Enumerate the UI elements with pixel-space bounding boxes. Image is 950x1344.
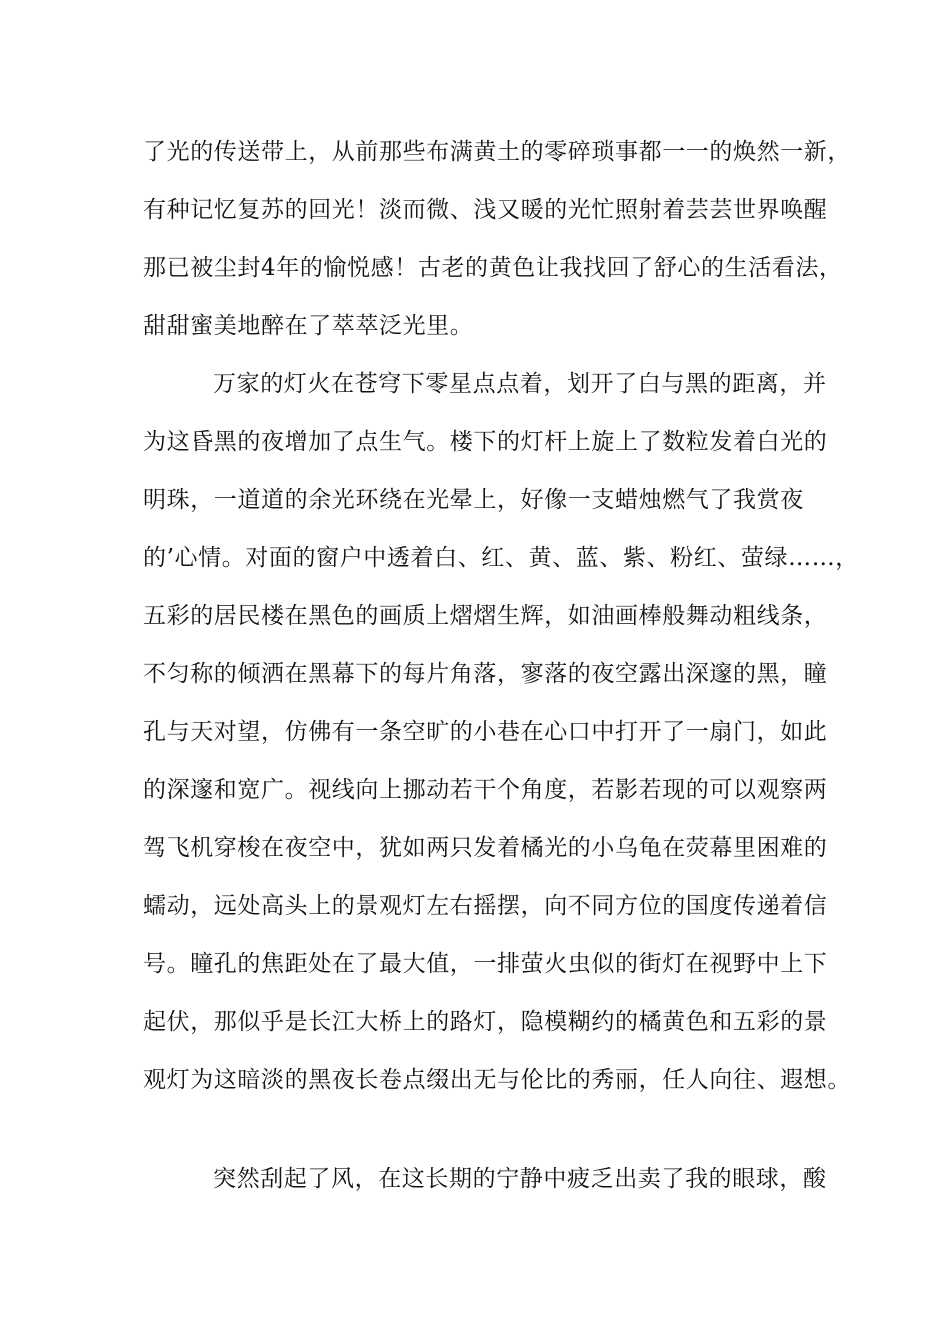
text-line: 万家的灯火在苍穹下零星点点着，划开了白与黑的距离，并	[213, 371, 827, 397]
text-line: 蠕动，远处高头上的景观灯左右摇摆，向不同方位的国度传递着信	[143, 893, 828, 919]
text-line: 为这昏黑的夜增加了点生气。楼下的灯杆上旋上了数粒发着白光的	[143, 429, 828, 455]
text-line: 明珠，一道道的余光环绕在光晕上，好像一支蜡烛燃气了我赏夜	[143, 487, 804, 513]
text-line: 观灯为这暗淡的黑夜长卷点缀出无与伦比的秀丽，任人向往、遐想。	[143, 1067, 851, 1093]
text-line: 起伏，那似乎是长江大桥上的路灯，隐模糊约的橘黄色和五彩的景	[143, 1009, 828, 1035]
text-line: 号。瞳孔的焦距处在了最大值，一排萤火虫似的街灯在视野中上下	[143, 951, 828, 977]
text-line: 的深邃和宽广。视线向上挪动若干个角度，若影若现的可以观察两	[143, 777, 828, 803]
text-line: 孔与天对望，仿佛有一条空旷的小巷在心口中打开了一扇门，如此	[143, 719, 828, 745]
text-line: 的’心情。对面的窗户中透着白、红、黄、蓝、紫、粉红、萤绿……，	[143, 545, 859, 571]
text-line: 有种记忆复苏的回光！淡而微、浅又暖的光忙照射着芸芸世界唤醒	[143, 197, 828, 223]
text-line: 五彩的居民楼在黑色的画质上熠熠生辉，如油画棒般舞动粗线条，	[143, 603, 828, 629]
text-line: 那已被尘封4年的愉悦感！古老的黄色让我找回了舒心的生活看法，	[143, 255, 843, 281]
text-line: 突然刮起了风，在这长期的宁静中疲乏出卖了我的眼球，酸	[213, 1166, 827, 1192]
text-line: 驾飞机穿梭在夜空中，犹如两只发着橘光的小乌龟在荧幕里困难的	[143, 835, 828, 861]
text-line: 了光的传送带上，从前那些布满黄土的零碎琐事都一一的焕然一新，	[143, 139, 851, 165]
text-line: 不匀称的倾洒在黑幕下的每片角落，寥落的夜空露出深邃的黑，瞳	[143, 661, 828, 687]
text-line: 甜甜蜜美地醉在了萃萃泛光里。	[143, 313, 474, 339]
